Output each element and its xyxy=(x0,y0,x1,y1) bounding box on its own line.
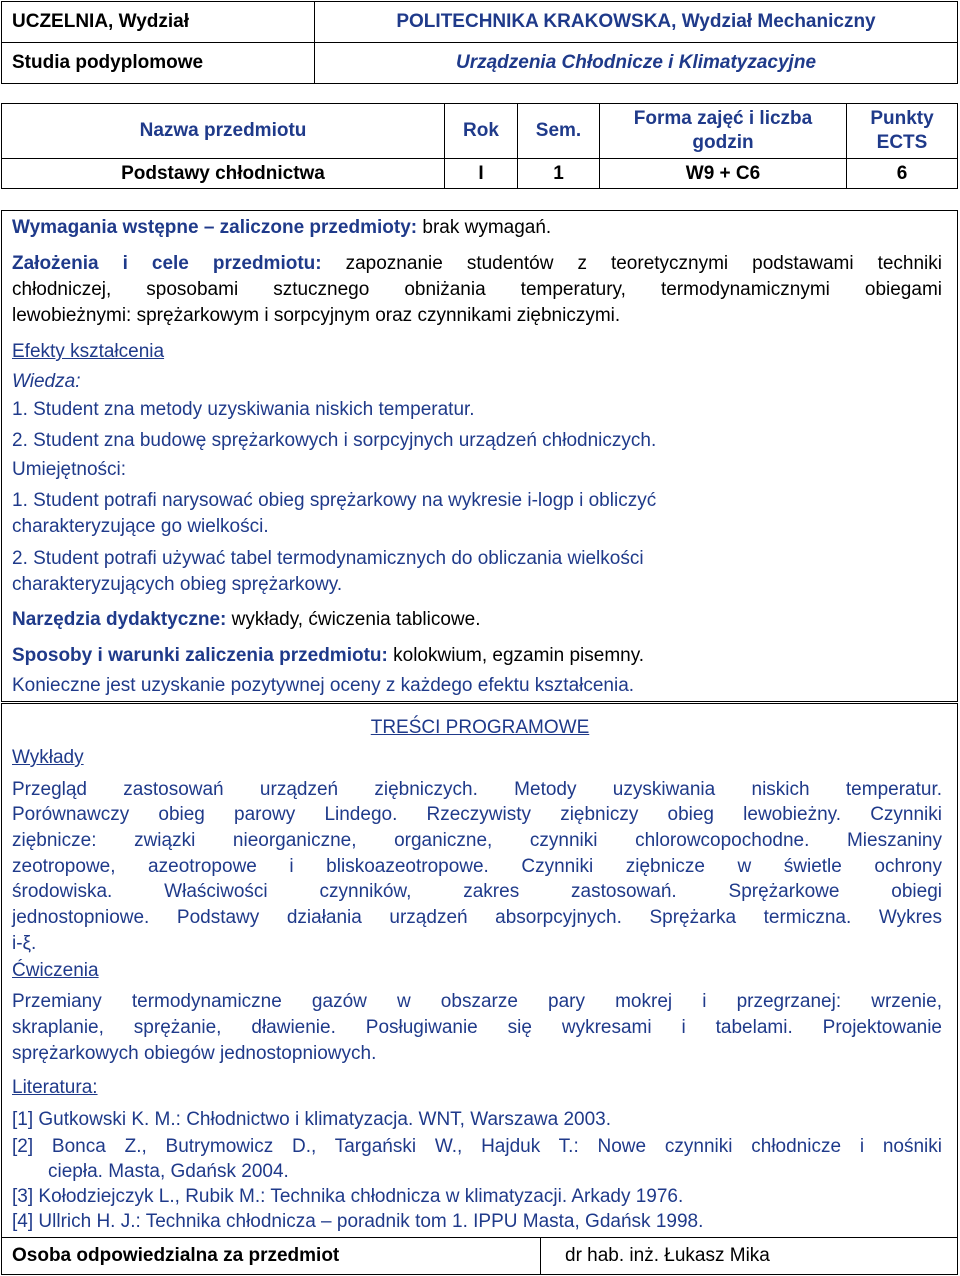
lectures-line-4: zeotropowe, azeotropowe i bliskoazeotropowe. Czynniki ziębnicze w świetle ochrony xyxy=(12,856,942,877)
footer-value-cell xyxy=(540,1237,958,1275)
exercises-line-3: sprężarkowych obiegów jednostopniowych. xyxy=(12,1043,377,1064)
literature-item-2-line-1: [2] Bonca Z., Butrymowicz D., Targański W., Hajduk T.: Nowe czynniki chłodnicze i nośniki xyxy=(12,1136,942,1157)
outcomes-title-line xyxy=(12,339,164,365)
row-name: Podstawy chłodnictwa xyxy=(121,162,325,184)
header-form-line1: Forma zajęć i liczba xyxy=(633,108,813,129)
skill-2-line-2: charakteryzujących obieg sprężarkowy. xyxy=(12,574,343,595)
skill-2-line-1: 2. Student potrafi używać tabel termodynamicznych do obliczania wielkości xyxy=(12,548,644,569)
header-ects-line1: Punkty xyxy=(870,108,934,129)
header-ects-cell xyxy=(846,103,958,159)
row-year-cell xyxy=(444,158,518,189)
footer-label: Osoba odpowiedzialna za przedmiot xyxy=(12,1245,340,1266)
goals-line1: zapoznanie studentów z teoretycznymi podstawami techniki xyxy=(321,253,942,274)
row-form: W9 + C6 xyxy=(685,162,761,184)
lectures-line-3: ziębnicze: związki nieorganiczne, organiczne, czynniki chlorowcopochodne. Mieszaniny xyxy=(12,830,942,851)
exercises-title-line xyxy=(12,958,99,984)
footer-label-cell xyxy=(1,1237,541,1275)
assessment-line xyxy=(12,643,644,669)
studia-value: Urządzenia Chłodnicze i Klimatyzacyjne xyxy=(455,52,817,73)
literature-title: Literatura: xyxy=(12,1077,98,1098)
uczelnia-label: UCZELNIA, Wydział xyxy=(12,11,189,32)
header-year-cell xyxy=(444,103,518,159)
header-form-line2: godzin xyxy=(692,132,754,153)
knowledge-item-2: 2. Student zna budowę sprężarkowych i sorpcyjnych urządzeń chłodniczych. xyxy=(12,430,657,451)
requirements-line xyxy=(12,215,551,241)
lectures-line-7: i-ξ. xyxy=(12,933,37,954)
skills-title: Umiejętności: xyxy=(12,459,127,480)
assessment-label: Sposoby i warunki zaliczenia przedmiotu: xyxy=(12,645,388,666)
row-form-cell xyxy=(599,158,847,189)
uczelnia-label-cell xyxy=(1,1,315,43)
exercises-title: Ćwiczenia xyxy=(12,960,99,981)
program-title xyxy=(0,714,960,742)
uczelnia-value-cell xyxy=(314,1,958,43)
header-name: Nazwa przedmiotu xyxy=(139,120,307,141)
lectures-line-2: Porównawczy obieg parowy Lindego. Rzeczywisty ziębniczy obieg lewobieżny. Czynniki xyxy=(12,804,942,825)
row-ects-cell xyxy=(846,158,958,189)
row-sem-cell xyxy=(517,158,600,189)
lectures-line-6: jednostopniowe. Podstawy działania urządzeń absorpcyjnych. Sprężarka termiczna. Wykres xyxy=(12,907,942,928)
exercises-line-2: skraplanie, sprężanie, dławienie. Posługiwanie się wykresami i tabelami. Projektowanie xyxy=(12,1017,942,1038)
lectures-line-5: środowiska. Właściwości czynników, zakres zastosowań. Sprężarkowe obiegi xyxy=(12,881,942,902)
tools-label: Narzędzia dydaktyczne: xyxy=(12,609,227,630)
knowledge-item-1: 1. Student zna metody uzyskiwania niskich temperatur. xyxy=(12,399,475,420)
goals-line2: chłodniczej, sposobami sztucznego obniżania temperatury, termodynamicznymi obiegami xyxy=(12,279,942,300)
skill-1-line-1: 1. Student potrafi narysować obieg sprężarkowy na wykresie i-logp i obliczyć xyxy=(12,490,657,511)
uczelnia-value: POLITECHNIKA KRAKOWSKA, Wydział Mechaniczny xyxy=(396,11,876,32)
tools-value: wykłady, ćwiczenia tablicowe. xyxy=(226,609,481,630)
header-ects-line2: ECTS xyxy=(876,132,928,153)
footer-value: dr hab. inż. Łukasz Mika xyxy=(565,1245,770,1266)
goals-label: Założenia i cele przedmiotu: xyxy=(12,253,322,274)
goals-line-3 xyxy=(12,303,620,329)
studia-label: Studia podyplomowe xyxy=(12,52,204,73)
header-form-cell xyxy=(599,103,847,159)
lectures-title: Wykłady xyxy=(12,747,84,768)
row-ects: 6 xyxy=(896,162,908,184)
skill-1-line-2: charakteryzujące go wielkości. xyxy=(12,516,269,537)
studia-value-cell xyxy=(314,42,958,84)
header-name-cell xyxy=(1,103,445,159)
requirements-value: brak wymagań. xyxy=(417,217,552,238)
program-title-text: TREŚCI PROGRAMOWE xyxy=(370,717,590,738)
requirements-label: Wymagania wstępne – zaliczone przedmioty: xyxy=(12,217,418,238)
literature-item-3: [3] Kołodziejczyk L., Rubik M.: Technika chłodnicza w klimatyzacji. Arkady 1976. xyxy=(12,1186,684,1207)
assessment-value: kolokwium, egzamin pisemny. xyxy=(387,645,645,666)
lectures-line-1: Przegląd zastosowań urządzeń ziębniczych. Metody uzyskiwania niskich temperatur. xyxy=(12,779,942,800)
skills-title-line xyxy=(12,457,126,483)
goals-line3: lewobieżnymi: sprężarkowym i sorpcyjnym oraz czynnikami ziębniczymi. xyxy=(12,305,621,326)
knowledge-title: Wiedza: xyxy=(12,371,81,392)
lectures-title-line xyxy=(12,745,84,771)
row-name-cell xyxy=(1,158,445,189)
literature-item-1: [1] Gutkowski K. M.: Chłodnictwo i klimatyzacja. WNT, Warszawa 2003. xyxy=(12,1109,612,1130)
literature-item-2-line-2: ciepła. Masta, Gdańsk 2004. xyxy=(48,1161,289,1182)
header-sem-cell xyxy=(517,103,600,159)
tools-line xyxy=(12,607,481,633)
exercises-line-1: Przemiany termodynamiczne gazów w obszarze pary mokrej i przegrzanej: wrzenie, xyxy=(12,991,942,1012)
row-sem: 1 xyxy=(553,162,564,184)
assessment-line-2: Konieczne jest uzyskanie pozytywnej oceny z każdego efektu kształcenia. xyxy=(12,675,635,696)
header-sem: Sem. xyxy=(535,120,582,141)
outcomes-title: Efekty kształcenia xyxy=(12,341,165,362)
knowledge-title-line xyxy=(12,369,80,395)
literature-item-4: [4] Ullrich H. J.: Technika chłodnicza – poradnik tom 1. IPPU Masta, Gdańsk 1998. xyxy=(12,1211,704,1232)
studia-label-cell xyxy=(1,42,315,84)
goals-line-1 xyxy=(12,251,942,277)
header-year: Rok xyxy=(463,120,499,141)
goals-line-2 xyxy=(12,277,942,303)
row-year: I xyxy=(478,162,484,184)
literature-title-line xyxy=(12,1075,98,1101)
